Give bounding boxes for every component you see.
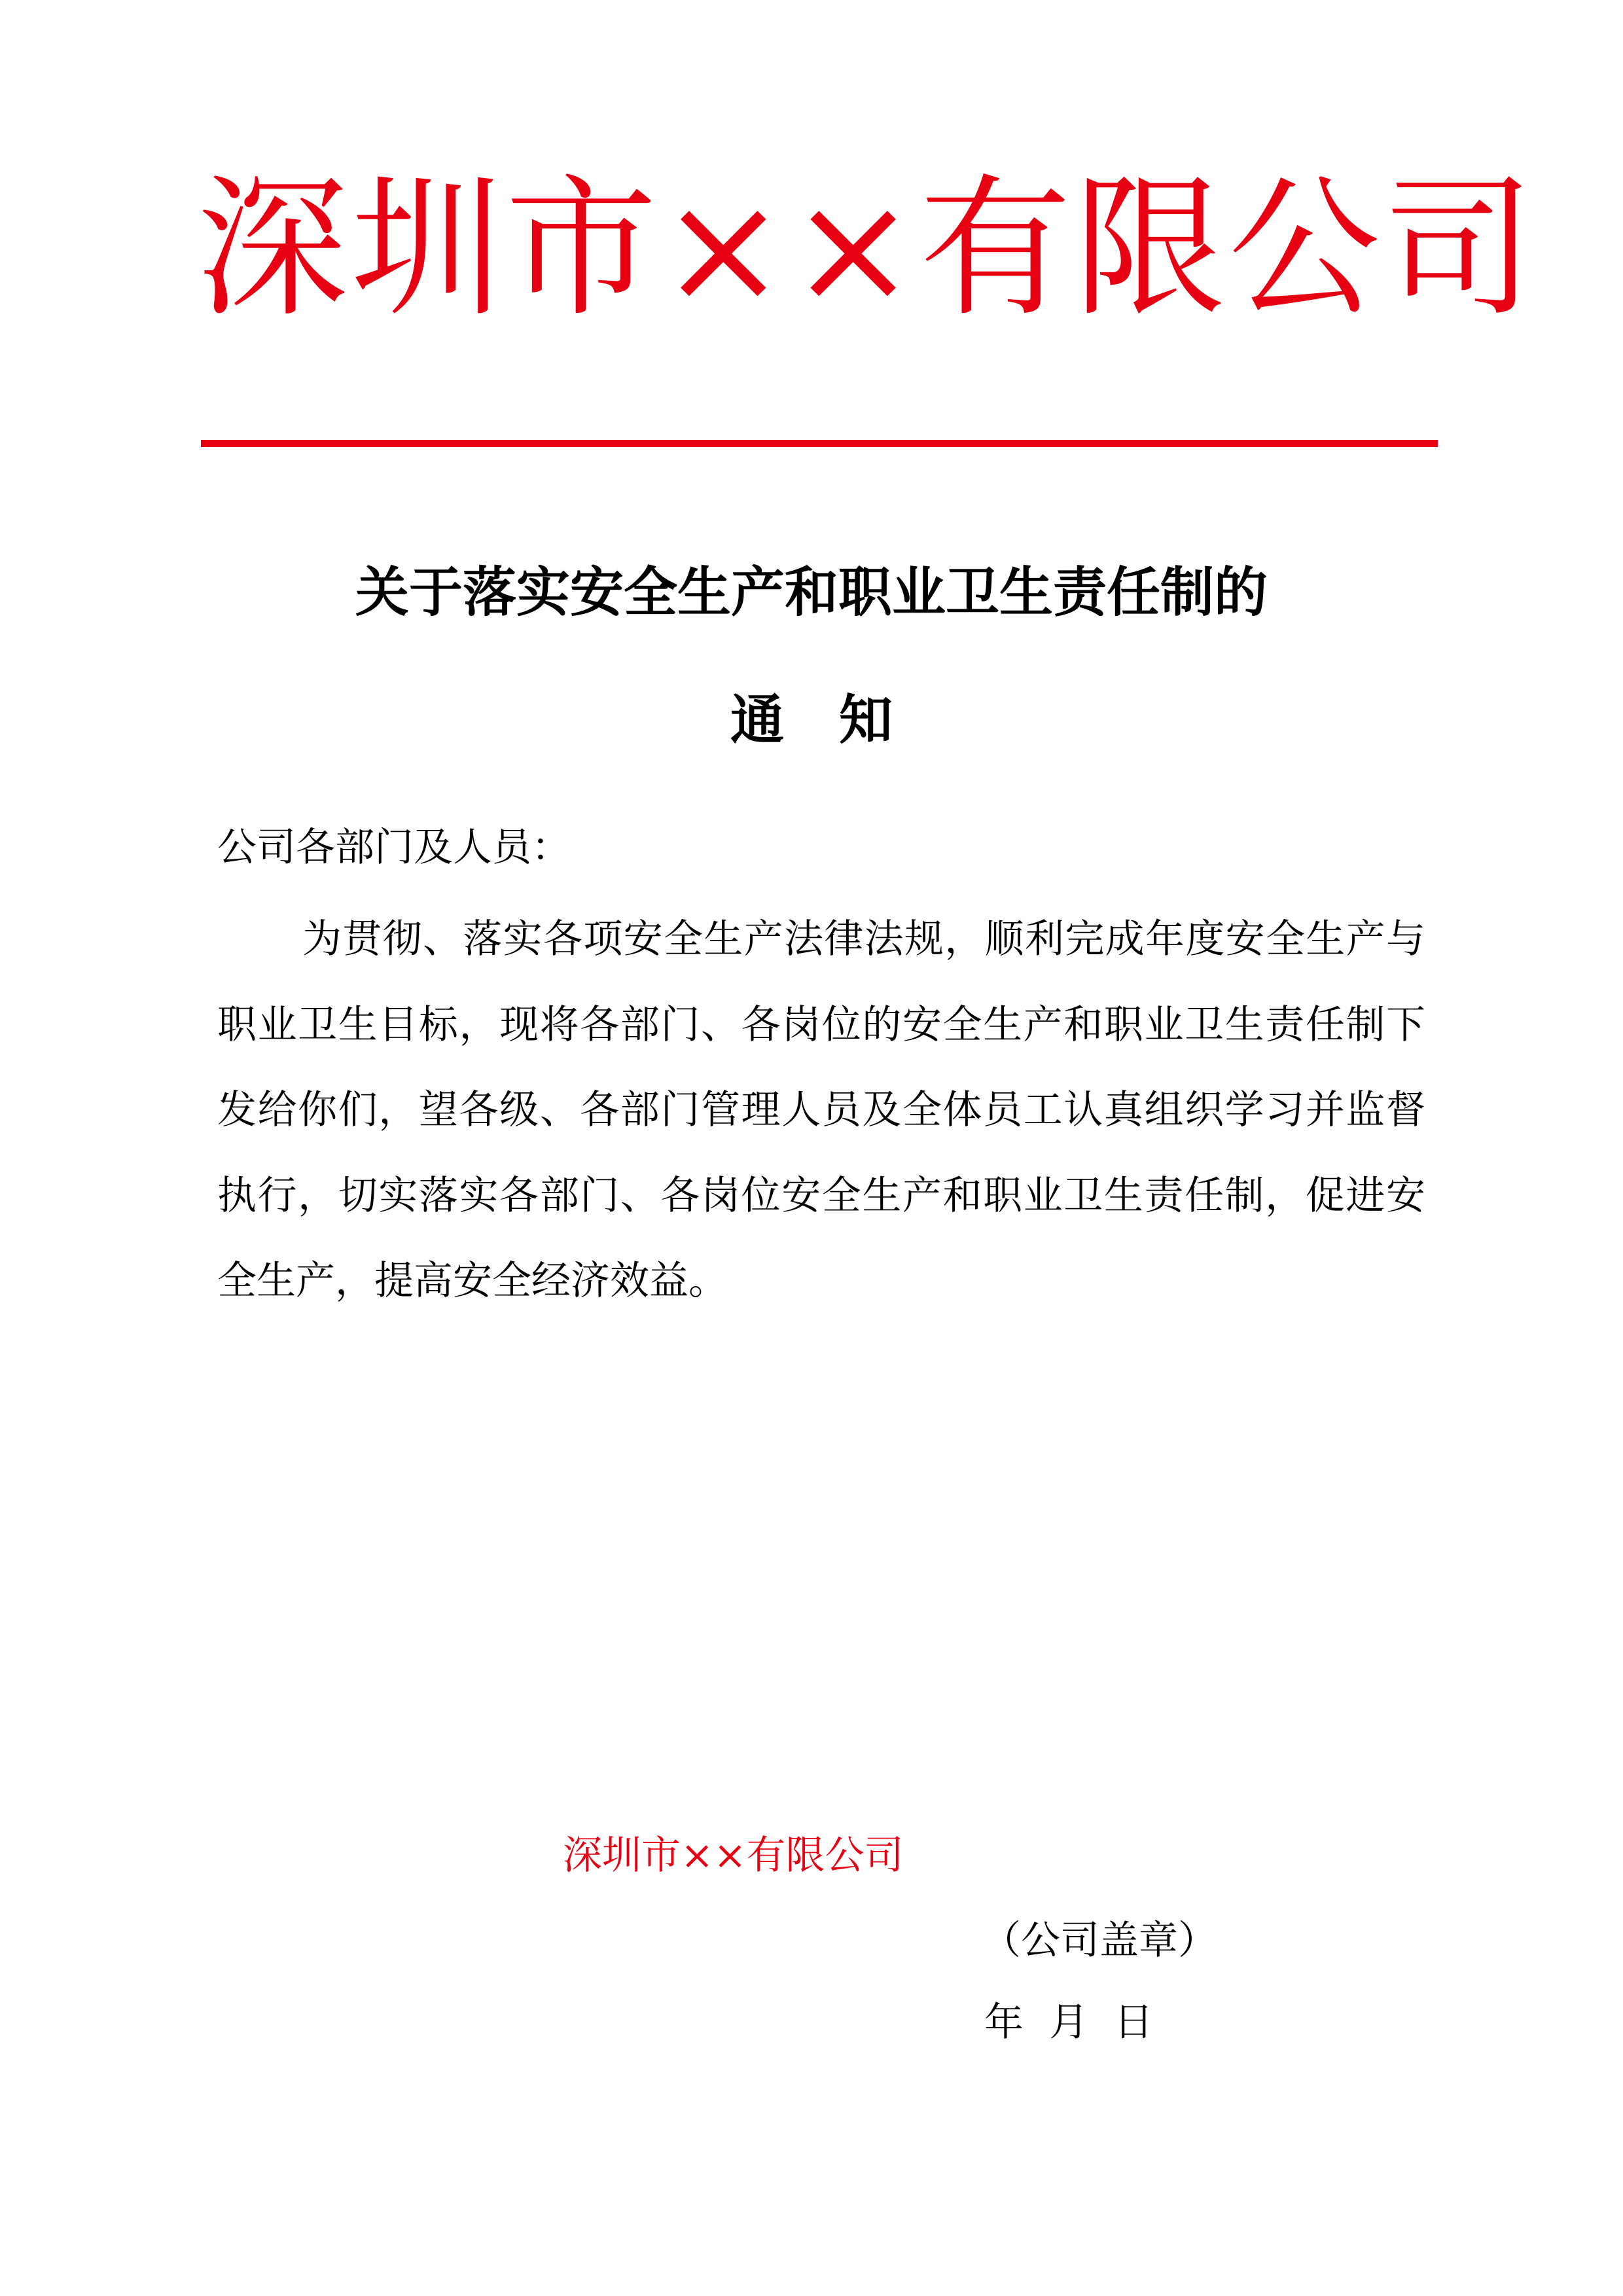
body-paragraph: 为贯彻、落实各项安全生产法律法规，顺利完成年度安全生产与职业卫生目标，现将各部门、各岗位的安全生产和职业卫生责任制下发给你们，望各级、各部门管理人员及全体员工认真组织学习并监督执行，切实落实各部门、各岗位安全生产和职业卫生责任制，促进安全生产，提高安全经济效益。	[217, 916, 1425, 1304]
letterhead-red-rule	[201, 440, 1438, 447]
document-title-line-2: 通知	[730, 689, 948, 751]
document-title-line-1: 关于落实安全生产和职业卫生责任制的	[355, 561, 1268, 624]
signature-company-name: 深圳市××有限公司	[563, 1833, 904, 1878]
letterhead-company-name: 深圳市××有限公司	[196, 160, 1537, 337]
date-line: 年 月 日	[984, 2000, 1154, 2045]
seal-note: （公司盖章）	[982, 1918, 1217, 1964]
salutation: 公司各部门及人员：	[217, 825, 571, 870]
